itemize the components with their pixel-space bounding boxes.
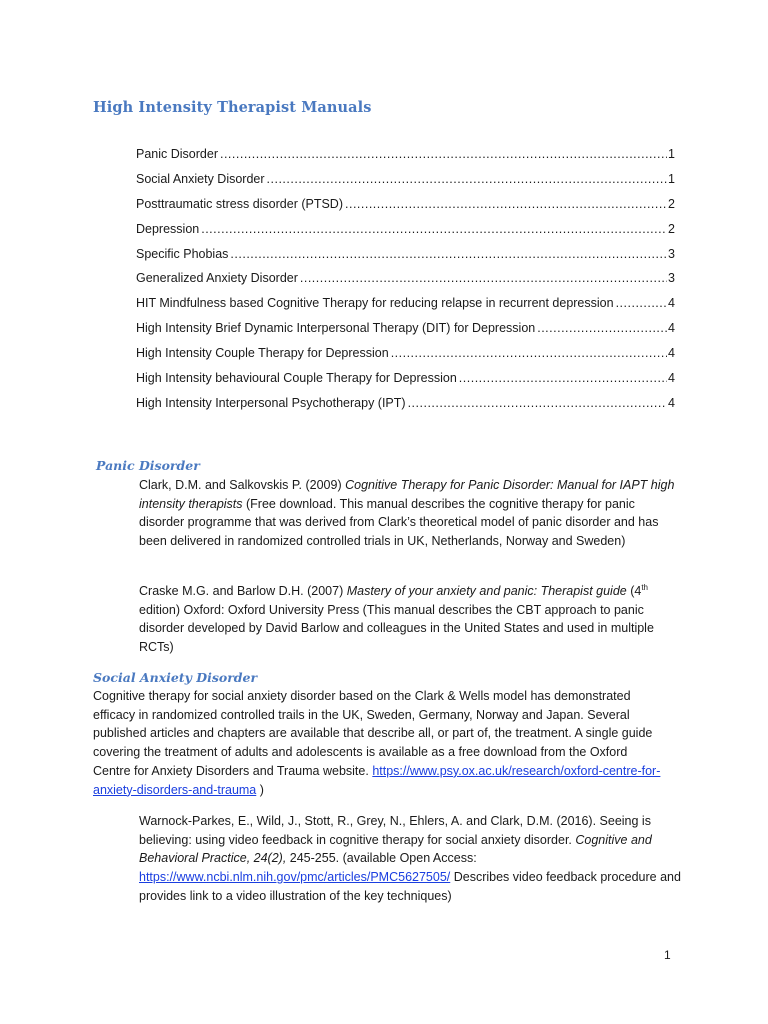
toc-entry-label: High Intensity behavioural Couple Therapy for Depression bbox=[136, 371, 457, 386]
toc-leader-dots bbox=[201, 221, 667, 237]
ref-journal: Cognitive and Behavioral Practice, 24(2), bbox=[139, 832, 652, 866]
ref-authors: Craske M.G. and Barlow D.H. (2007) bbox=[139, 584, 347, 598]
table-of-contents bbox=[136, 146, 675, 420]
toc-leader-dots bbox=[230, 246, 667, 262]
ref-description: (Free download. This manual describes the cognitive therapy for panic disorder programme that was derived from Clark’s theoretical model of panic disorder and has been delivered in randomized controlled trials in UK, Netherlands, Norway and Sweden) bbox=[139, 496, 659, 549]
panic-disorder-heading: Panic Disorder bbox=[96, 458, 200, 473]
social-anxiety-heading: Social Anxiety Disorder bbox=[93, 670, 258, 685]
toc-entry-page: 3 bbox=[668, 271, 675, 286]
toc-entry-label: Specific Phobias bbox=[136, 246, 229, 261]
toc-entry[interactable] bbox=[136, 370, 675, 395]
ref-edition-sup: th bbox=[641, 582, 648, 592]
toc-leader-dots bbox=[345, 196, 667, 212]
toc-entry[interactable] bbox=[136, 221, 675, 246]
toc-entry[interactable] bbox=[136, 246, 675, 271]
link-suffix: ) bbox=[256, 782, 264, 797]
toc-entry[interactable] bbox=[136, 171, 675, 196]
toc-leader-dots bbox=[391, 345, 667, 361]
toc-entry[interactable] bbox=[136, 320, 675, 345]
toc-entry[interactable] bbox=[136, 270, 675, 295]
ref-title: Cognitive Therapy for Panic Disorder: Manual for IAPT high intensity therapists bbox=[139, 478, 675, 511]
toc-entry[interactable] bbox=[136, 146, 675, 171]
toc-leader-dots bbox=[616, 295, 667, 311]
toc-entry-page: 1 bbox=[668, 147, 675, 161]
toc-entry-label: High Intensity Couple Therapy for Depression bbox=[136, 346, 389, 361]
toc-entry-label: Posttraumatic stress disorder (PTSD) bbox=[136, 196, 343, 211]
pmc-article-link[interactable]: https://www.ncbi.nlm.nih.gov/pmc/articles/PMC5627505/ bbox=[139, 870, 451, 885]
toc-entry-label: Generalized Anxiety Disorder bbox=[136, 271, 298, 286]
toc-entry-page: 4 bbox=[668, 296, 675, 311]
paragraph-text: Cognitive therapy for social anxiety disorder based on the Clark & Wells model has demonstrated efficacy in randomized controlled trails in the UK, Sweden, Germany, Norway and Japan. Several published articles and chapters are available that describe all, or part of, the treatment. A single guide covering the treatment of adults and adolescents is available as a free download from the Oxford Centre for Anxiety Disorders and Trauma website. bbox=[93, 689, 653, 778]
toc-entry[interactable] bbox=[136, 196, 675, 221]
toc-leader-dots bbox=[459, 370, 667, 386]
oxford-centre-link[interactable]: https://www.psy.ox.ac.uk/research/oxford-centre-for-anxiety-disorders-and-trauma bbox=[93, 763, 661, 797]
toc-entry-page: 4 bbox=[668, 346, 675, 361]
toc-entry-label: Panic Disorder bbox=[136, 147, 218, 161]
toc-entry[interactable] bbox=[136, 295, 675, 320]
ref-pages: 245-255. (available Open Access: bbox=[286, 851, 477, 866]
toc-entry-page: 4 bbox=[668, 395, 675, 410]
document-title: High Intensity Therapist Manuals bbox=[93, 99, 372, 116]
toc-entry-label: High Intensity Interpersonal Psychotherapy (IPT) bbox=[136, 395, 406, 410]
toc-leader-dots bbox=[300, 270, 667, 286]
ref-authors: Warnock-Parkes, E., Wild, J., Stott, R., Grey, N., Ehlers, A. and Clark, D.M. (2016). Seeing is believing: using video feedback in cognitive therapy for social anxiety disorder. bbox=[139, 814, 651, 847]
toc-leader-dots bbox=[267, 171, 668, 187]
toc-entry-label: Depression bbox=[136, 221, 200, 236]
toc-entry-label: High Intensity Brief Dynamic Interpersonal Therapy (DIT) for Depression bbox=[136, 321, 536, 336]
toc-entry-page: 4 bbox=[668, 321, 675, 336]
panic-reference-craske bbox=[139, 582, 679, 657]
toc-entry-label: HIT Mindfulness based Cognitive Therapy for reducing relapse in recurrent depression bbox=[136, 296, 614, 311]
toc-leader-dots bbox=[408, 395, 667, 411]
social-anxiety-paragraph bbox=[93, 687, 663, 799]
ref-description: edition) Oxford: Oxford University Press (This manual describes the CBT approach to panic disorder developed by David Barlow and colleagues in the United States and used in multiple RCTs) bbox=[139, 602, 654, 655]
ref-title: Mastery of your anxiety and panic: Therapist guide bbox=[346, 584, 627, 598]
toc-leader-dots bbox=[537, 320, 667, 336]
panic-reference-clark bbox=[139, 476, 679, 551]
toc-entry[interactable] bbox=[136, 345, 675, 370]
toc-entry[interactable] bbox=[136, 395, 675, 420]
toc-entry-page: 4 bbox=[668, 371, 675, 386]
toc-entry-page: 1 bbox=[668, 171, 675, 186]
toc-entry-page: 3 bbox=[668, 246, 675, 261]
page-number: 1 bbox=[664, 948, 671, 962]
ref-authors: Clark, D.M. and Salkovskis P. (2009) bbox=[139, 478, 346, 492]
toc-entry-page: 2 bbox=[668, 196, 675, 211]
ref-description: Describes video feedback procedure and provides link to a video illustration of the key techniques) bbox=[139, 870, 681, 903]
toc-leader-dots bbox=[220, 146, 667, 162]
social-reference-warnock bbox=[139, 812, 681, 906]
ref-edition: (4 bbox=[626, 584, 642, 598]
toc-entry-label: Social Anxiety Disorder bbox=[136, 171, 265, 186]
toc-entry-page: 2 bbox=[668, 221, 675, 236]
